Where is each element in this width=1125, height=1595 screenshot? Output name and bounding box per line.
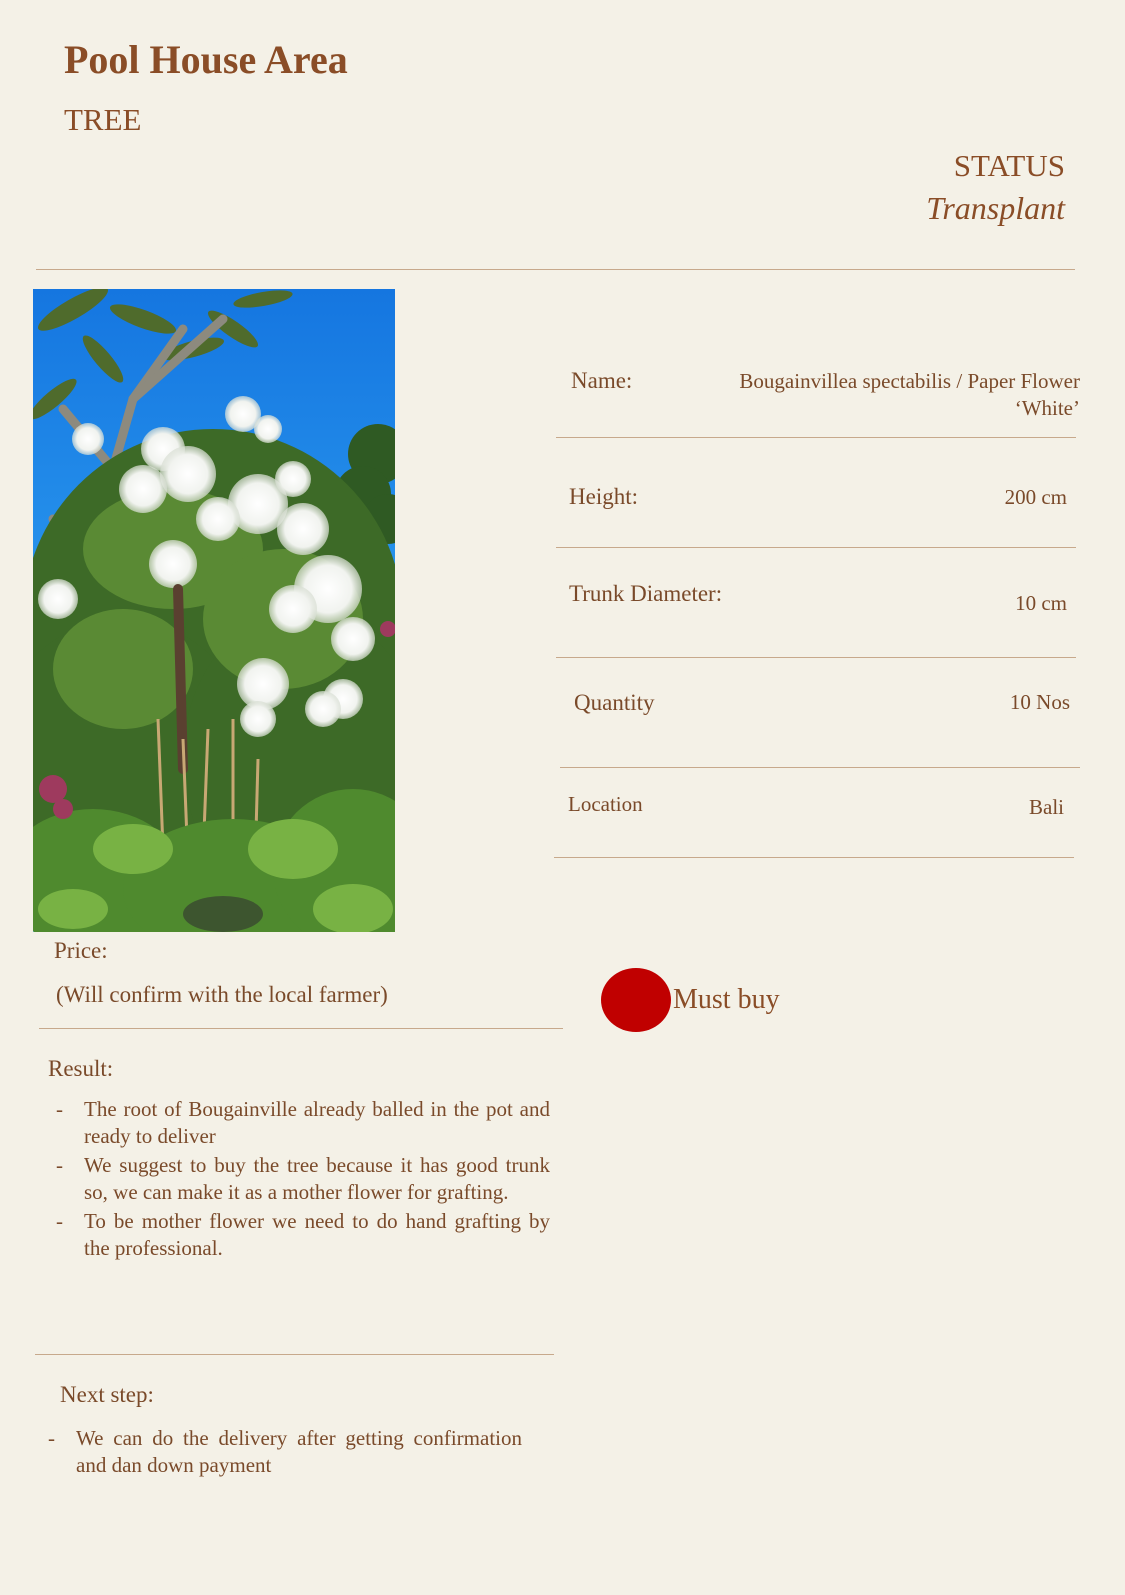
list-item: - To be mother flower we need to do hand grafting by the professional. (56, 1209, 550, 1260)
list-item: - The root of Bougainville already balled in the pot and ready to deliver (56, 1097, 550, 1148)
price-divider (39, 1028, 563, 1029)
trunk-diameter-value: 10 cm (1015, 591, 1067, 615)
bullet-marker: - (48, 1426, 55, 1450)
price-value: (Will confirm with the local farmer) (56, 982, 388, 1007)
price-label: Price: (54, 938, 108, 963)
quantity-value: 10 Nos (1009, 690, 1070, 714)
name-value-line1: Bougainvillea spectabilis / Paper Flower (739, 369, 1080, 393)
spec-divider (556, 547, 1076, 548)
bullet-marker: - (56, 1097, 63, 1121)
quantity-label: Quantity (574, 690, 655, 715)
name-label: Name: (571, 368, 633, 393)
spec-divider (554, 857, 1074, 858)
trunk-diameter-label: Trunk Diameter: (569, 581, 723, 606)
height-label: Height: (569, 484, 638, 509)
result-divider (35, 1354, 554, 1355)
height-value: 200 cm (1004, 485, 1067, 509)
spec-divider (556, 657, 1076, 658)
header-divider (36, 269, 1075, 270)
page-title: Pool House Area (64, 37, 348, 82)
result-label: Result: (48, 1056, 114, 1081)
name-value-line2: ‘White’ (1014, 396, 1080, 420)
list-item: - We can do the delivery after getting confirmation and dan down payment (48, 1426, 522, 1477)
must-buy-indicator-icon (601, 968, 671, 1032)
next-step-list (48, 1425, 522, 1481)
status-value: Transplant (926, 190, 1065, 226)
spec-divider (560, 767, 1080, 768)
status-label: STATUS (953, 148, 1065, 183)
bougainvillea-tree-photo (33, 289, 395, 932)
name-value (660, 368, 1080, 422)
must-buy-label: Must buy (673, 984, 780, 1015)
next-step-label: Next step: (60, 1382, 154, 1407)
spec-divider (556, 437, 1076, 438)
bullet-marker: - (56, 1153, 63, 1177)
bullet-marker: - (56, 1209, 63, 1233)
location-label: Location (568, 792, 643, 816)
list-item: - We suggest to buy the tree because it has good trunk so, we can make it as a mother flower for grafting. (56, 1153, 550, 1204)
location-value: Bali (1029, 795, 1064, 819)
plant-category: TREE (64, 102, 142, 137)
result-list (56, 1096, 550, 1264)
